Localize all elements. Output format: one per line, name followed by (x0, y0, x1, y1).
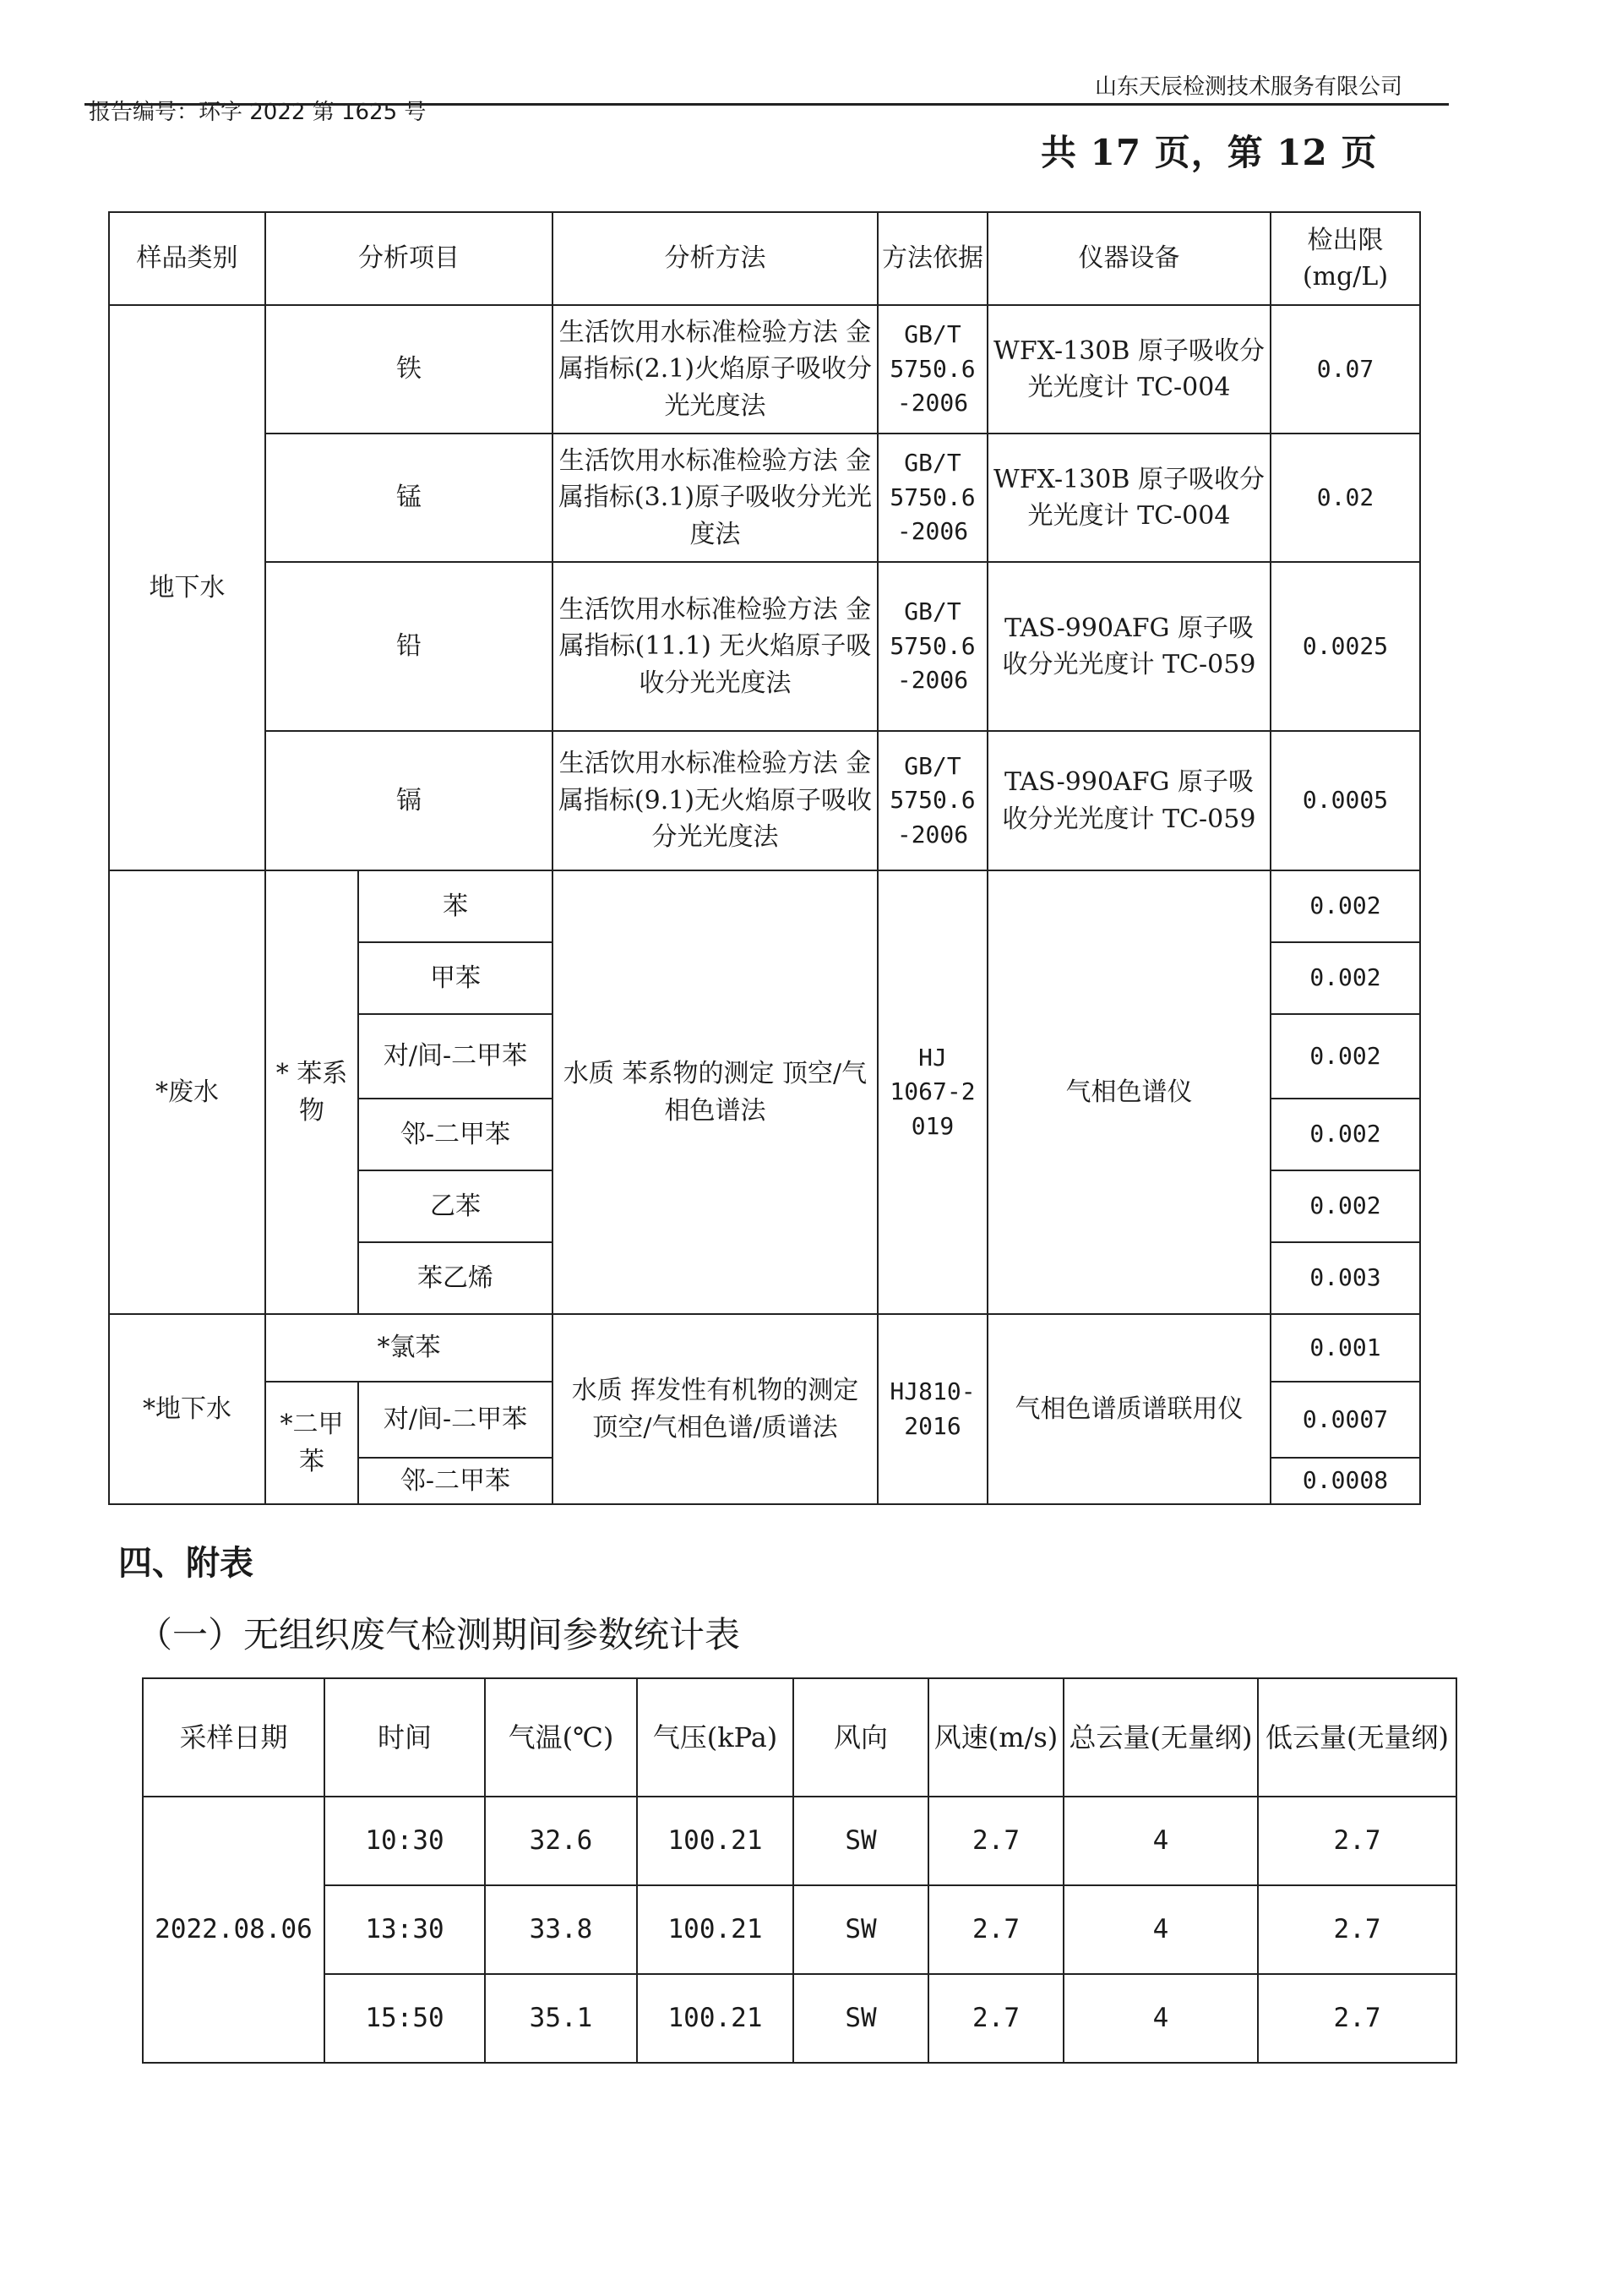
subsection-title: （一）无组织废气检测期间参数统计表 (137, 1614, 741, 1655)
instrument-cell: WFX-130B 原子吸收分光光度计 TC-004 (988, 434, 1271, 562)
pressure-cell: 100.21 (637, 1885, 793, 1974)
header-temp: 气温(℃) (485, 1678, 637, 1797)
category-wastewater: *废水 (109, 870, 265, 1314)
item-cell: 对/间-二甲苯 (358, 1014, 552, 1099)
method-cell: 水质 苯系物的测定 顶空/气相色谱法 (552, 870, 878, 1314)
item-cell: *氯苯 (265, 1314, 552, 1382)
item-cell: 邻-二甲苯 (358, 1458, 552, 1504)
date-cell: 2022.08.06 (143, 1797, 324, 2063)
limit-cell: 0.0007 (1271, 1382, 1420, 1458)
table-row (109, 562, 1420, 731)
instrument-cell: 气相色谱质谱联用仪 (988, 1314, 1271, 1504)
instrument-cell: TAS-990AFG 原子吸收分光光度计 TC-059 (988, 731, 1271, 870)
low-cloud-cell: 2.7 (1258, 1885, 1456, 1974)
temp-cell: 32.6 (485, 1797, 637, 1885)
header-rule (84, 103, 1449, 106)
table-row (143, 1974, 1456, 2063)
method-cell: 生活饮用水标准检验方法 金属指标(9.1)无火焰原子吸收分光光度法 (552, 731, 878, 870)
header-total-cloud: 总云量(无量纲) (1064, 1678, 1258, 1797)
method-cell: 水质 挥发性有机物的测定 顶空/气相色谱/质谱法 (552, 1314, 878, 1504)
instrument-cell: 气相色谱仪 (988, 870, 1271, 1314)
total-cloud-cell: 4 (1064, 1797, 1258, 1885)
item-cell: 铁 (265, 305, 552, 434)
table-row (143, 1885, 1456, 1974)
pressure-cell: 100.21 (637, 1797, 793, 1885)
header-pressure: 气压(kPa) (637, 1678, 793, 1797)
item-cell: 镉 (265, 731, 552, 870)
header-basis: 方法依据 (878, 212, 988, 305)
limit-cell: 0.002 (1271, 1099, 1420, 1170)
item-cell: 苯 (358, 870, 552, 942)
item-cell: 对/间-二甲苯 (358, 1382, 552, 1458)
category-groundwater: 地下水 (109, 305, 265, 870)
page-info: 共 17 页，第 12 页 (1041, 132, 1378, 173)
limit-cell: 0.001 (1271, 1314, 1420, 1382)
header-low-cloud: 低云量(无量纲) (1258, 1678, 1456, 1797)
time-cell: 13:30 (324, 1885, 485, 1974)
item-cell: 甲苯 (358, 942, 552, 1014)
header-limit: 检出限(mg/L) (1271, 212, 1420, 305)
time-cell: 15:50 (324, 1974, 485, 2063)
table-row (109, 305, 1420, 434)
basis-cell: GB/T 5750.6 -2006 (878, 305, 988, 434)
basis-cell: HJ810-2016 (878, 1314, 988, 1504)
table-row (109, 1314, 1420, 1382)
instrument-cell: WFX-130B 原子吸收分光光度计 TC-004 (988, 305, 1271, 434)
item-cell: 苯乙烯 (358, 1242, 552, 1314)
company-name: 山东天辰检测技术服务有限公司 (1094, 74, 1402, 100)
section-title: 四、附表 (118, 1544, 253, 1583)
limit-cell: 0.0008 (1271, 1458, 1420, 1504)
header-time: 时间 (324, 1678, 485, 1797)
temp-cell: 33.8 (485, 1885, 637, 1974)
header-wind-speed: 风速(m/s) (928, 1678, 1064, 1797)
header-instrument: 仪器设备 (988, 212, 1271, 305)
limit-cell: 0.02 (1271, 434, 1420, 562)
header-wind-dir: 风向 (793, 1678, 928, 1797)
weather-parameters-table (142, 1677, 1457, 2064)
wind-dir-cell: SW (793, 1797, 928, 1885)
item-cell: 乙苯 (358, 1170, 552, 1242)
wind-dir-cell: SW (793, 1974, 928, 2063)
time-cell: 10:30 (324, 1797, 485, 1885)
item-cell: 邻-二甲苯 (358, 1099, 552, 1170)
item-cell: 锰 (265, 434, 552, 562)
basis-cell: HJ 1067-2 019 (878, 870, 988, 1314)
header-date: 采样日期 (143, 1678, 324, 1797)
report-number: 报告编号：环字 2022 第 1625 号 (89, 100, 427, 125)
wind-speed-cell: 2.7 (928, 1974, 1064, 2063)
pressure-cell: 100.21 (637, 1974, 793, 2063)
limit-cell: 0.002 (1271, 1014, 1420, 1099)
table-row (109, 434, 1420, 562)
method-cell: 生活饮用水标准检验方法 金属指标(3.1)原子吸收分光光度法 (552, 434, 878, 562)
limit-cell: 0.0025 (1271, 562, 1420, 731)
header-method: 分析方法 (552, 212, 878, 305)
low-cloud-cell: 2.7 (1258, 1974, 1456, 2063)
limit-cell: 0.003 (1271, 1242, 1420, 1314)
wind-speed-cell: 2.7 (928, 1885, 1064, 1974)
limit-cell: 0.002 (1271, 1170, 1420, 1242)
limit-cell: 0.002 (1271, 942, 1420, 1014)
total-cloud-cell: 4 (1064, 1885, 1258, 1974)
low-cloud-cell: 2.7 (1258, 1797, 1456, 1885)
table-header-row (109, 212, 1420, 305)
total-cloud-cell: 4 (1064, 1974, 1258, 2063)
group-benzene-series: * 苯系物 (265, 870, 358, 1314)
basis-cell: GB/T 5750.6 -2006 (878, 562, 988, 731)
table-row (143, 1797, 1456, 1885)
limit-cell: 0.002 (1271, 870, 1420, 942)
table-row (109, 731, 1420, 870)
limit-cell: 0.07 (1271, 305, 1420, 434)
table-header-row (143, 1678, 1456, 1797)
wind-dir-cell: SW (793, 1885, 928, 1974)
basis-cell: GB/T 5750.6 -2006 (878, 731, 988, 870)
basis-cell: GB/T 5750.6 -2006 (878, 434, 988, 562)
wind-speed-cell: 2.7 (928, 1797, 1064, 1885)
item-cell: 铅 (265, 562, 552, 731)
method-cell: 生活饮用水标准检验方法 金属指标(2.1)火焰原子吸收分光光度法 (552, 305, 878, 434)
table-row (109, 870, 1420, 942)
temp-cell: 35.1 (485, 1974, 637, 2063)
analysis-methods-table (108, 211, 1421, 1505)
method-cell: 生活饮用水标准检验方法 金属指标(11.1) 无火焰原子吸收分光光度法 (552, 562, 878, 731)
limit-cell: 0.0005 (1271, 731, 1420, 870)
group-xylene: *二甲苯 (265, 1382, 358, 1504)
category-groundwater-2: *地下水 (109, 1314, 265, 1504)
instrument-cell: TAS-990AFG 原子吸收分光光度计 TC-059 (988, 562, 1271, 731)
header-item: 分析项目 (265, 212, 552, 305)
header-sample-type: 样品类别 (109, 212, 265, 305)
